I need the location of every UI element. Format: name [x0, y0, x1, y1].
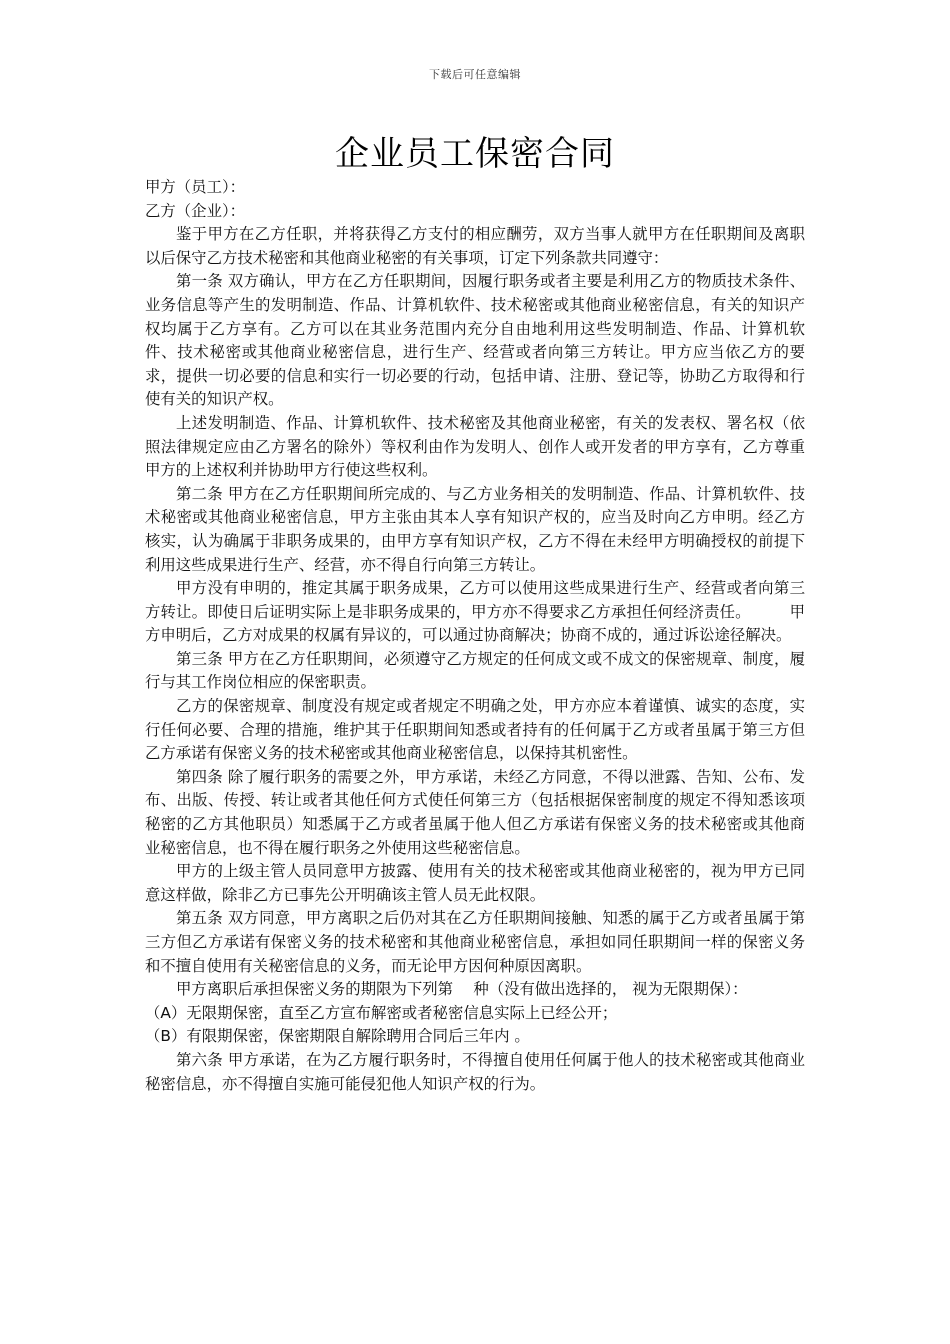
- article-3-paragraph: 第三条 甲方在乙方任职期间，必须遵守乙方规定的任何成文或不成文的保密规章、制度，履行与其工作岗位相应的保密职责。: [145, 649, 805, 692]
- party-a-line: 甲方（员工）：: [145, 178, 246, 196]
- article-1-rights-paragraph: 上述发明制造、作品、计算机软件、技术秘密及其他商业秘密，有关的发表权、署名权（依照法律规定应由乙方署名的除外）等权利由作为发明人、创作人或开发者的甲方享有，乙方尊重甲方的上述权利并协助甲方行使这些权利。: [145, 413, 805, 480]
- option-a: （A）无限期保密，直至乙方宣布解密或者秘密信息实际上已经公开；: [145, 1003, 618, 1022]
- article-3-supplement-paragraph: 乙方的保密规章、制度没有规定或者规定不明确之处，甲方亦应本着谨慎、诚实的态度，实行任何必要、合理的措施，维护其于任职期间知悉或者持有的任何属于乙方或者虽属于第三方但乙方承诺有保密义务的技术秘密或其他商业秘密信息，以保持其机密性。: [145, 697, 805, 763]
- article-4-supervisor-paragraph: 甲方的上级主管人员同意甲方披露、使用有关的技术秘密或其他商业秘密的，视为甲方已同意这样做，除非乙方已事先公开明确该主管人员无此权限。: [145, 862, 805, 904]
- header-note: 下载后可任意编辑: [429, 68, 521, 81]
- article-2-undeclared-paragraph: 甲方没有申明的，推定其属于职务成果，乙方可以使用这些成果进行生产、经营或者向第三方转让。即使日后证明实际上是非职务成果的，甲方亦不得要求乙方承担任何经济责任。 甲方申明后，乙方对成果的权属有异议的，可以通过协商解决；协商不成的，通过诉讼途径解决。: [145, 579, 805, 645]
- article-1-paragraph: 第一条 双方确认，甲方在乙方任职期间，因履行职务或者主要是利用乙方的物质技术条件、业务信息等产生的发明制造、作品、计算机软件、技术秘密或其他商业秘密信息，有关的知识产权均属于乙方享有。乙方可以在其业务范围内充分自由地利用这些发明制造、作品、计算机软件、技术秘密或其他商业秘密信息，进行生产、经营或者向第三方转让。甲方应当依乙方的要求，提供一切必要的信息和实行一切必要的行动，包括申请、注册、登记等，协助乙方取得和行使有关的知识产权。: [145, 272, 805, 409]
- article-6-paragraph: 第六条 甲方承诺，在为乙方履行职务时，不得擅自使用任何属于他人的技术秘密或其他商业秘密信息，亦不得擅自实施可能侵犯他人知识产权的行为。: [145, 1050, 805, 1093]
- article-5-term-paragraph: 甲方离职后承担保密义务的期限为下列第 种（没有做出选择的， 视为无限期保）：: [176, 980, 748, 999]
- party-b-line: 乙方（企业）：: [145, 201, 246, 220]
- article-5-paragraph: 第五条 双方同意，甲方离职之后仍对其在乙方任职期间接触、知悉的属于乙方或者虽属于第三方但乙方承诺有保密义务的技术秘密和其他商业秘密信息，承担如同任职期间一样的保密义务和不擅自使用有关秘密信息的义务，而无论甲方因何种原因离职。: [145, 909, 805, 975]
- article-4-paragraph: 第四条 除了履行职务的需要之外，甲方承诺，未经乙方同意，不得以泄露、告知、公布、发布、出版、传授、转让或者其他任何方式使任何第三方（包括根据保密制度的规定不得知悉该项秘密的乙方其他职员）知悉属于乙方或者虽属于他人但乙方承诺有保密义务的技术秘密或其他商业秘密信息，也不得在履行职务之外使用这些秘密信息。: [145, 767, 805, 857]
- article-2-paragraph: 第二条 甲方在乙方任职期间所完成的、与乙方业务相关的发明制造、作品、计算机软件、技术秘密或其他商业秘密信息，甲方主张由其本人享有知识产权的，应当及时向乙方申明。经乙方核实，认为确属于非职务成果的，由甲方享有知识产权，乙方不得在未经甲方明确授权的前提下利用这些成果进行生产、经营，亦不得自行向第三方转让。: [145, 484, 805, 574]
- document-body: [145, 176, 805, 1096]
- option-b: （B）有限期保密，保密期限自解除聘用合同后三年内 。: [145, 1027, 530, 1046]
- preamble-paragraph: 鉴于甲方在乙方任职，并将获得乙方支付的相应酬劳，双方当事人就甲方在任职期间及离职以后保守乙方技术秘密和其他商业秘密的有关事项，订定下列条款共同遵守：: [145, 225, 805, 267]
- document-title: 企业员工保密合同: [335, 134, 615, 174]
